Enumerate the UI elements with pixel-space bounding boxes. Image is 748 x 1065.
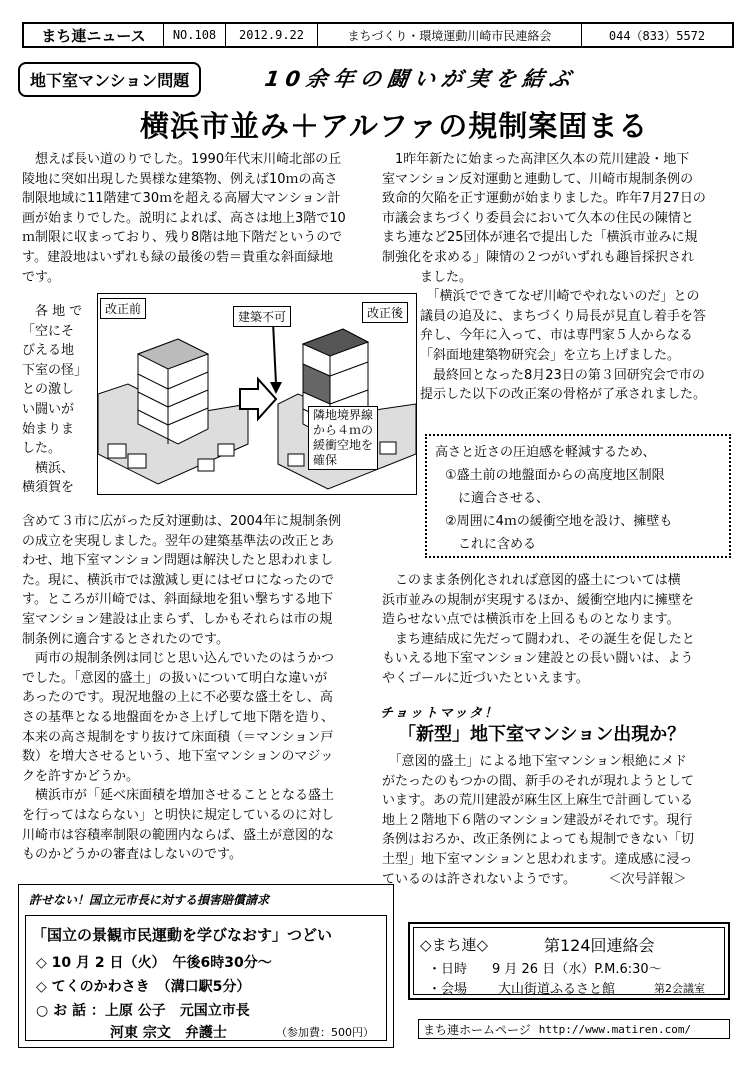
paragraph-line: す。建設地はいずれも緑の最後の砦＝貴重な斜面緑地 bbox=[22, 249, 333, 265]
paragraph-line: 地上２階地下６階のマンション建設がそれです。現行 bbox=[382, 812, 693, 828]
event-speaker-1: ○ お 話 ：上原 公子 元国立市長 bbox=[36, 1003, 250, 1019]
after-label: 改正後 bbox=[362, 302, 408, 323]
paragraph-line: 提示した以下の改正案の骨格が了承されました。 bbox=[420, 387, 707, 403]
meeting-title: 第124回連絡会 bbox=[544, 936, 655, 955]
left-article-top bbox=[22, 150, 377, 287]
paragraph-line: います。あの荒川建設が麻生区上麻生で計画している bbox=[382, 793, 693, 809]
meeting-venue-label: ・会場 bbox=[428, 982, 468, 997]
proposal-line: ①盛土前の地盤面からの高度地区制限 bbox=[445, 468, 665, 483]
paragraph-line: 議員の追及に、まちづくり局長が見直し着手を答 bbox=[420, 308, 706, 324]
paragraph-line: がたったのもつかの間、新手のそれが現れようとして bbox=[382, 773, 695, 789]
paragraph-line: 制限地域に11階建て30ｍを超える高層大マンション計 bbox=[22, 191, 341, 207]
meeting-date: 9 月 26 日（水）P.M.6:30～ bbox=[492, 962, 662, 977]
meeting-venue: 大山街道ふるさと館 bbox=[498, 982, 616, 997]
issue-number: NO.108 bbox=[164, 24, 226, 46]
regulation-diagram bbox=[97, 293, 417, 495]
paragraph-line: もいえる地下室マンション建設との長い闘いは、よう bbox=[382, 651, 694, 667]
paragraph-line: 最終回となった8月23日の第３回研究会で市の bbox=[420, 367, 705, 383]
event-kicker: 許せない！国立元市長に対する損害賠償請求 bbox=[29, 893, 270, 907]
proposal-line: ②周囲に4ｍの緩衝空地を設け、擁壁も bbox=[445, 514, 673, 529]
homepage-link[interactable]: http://www.matiren.com/ bbox=[538, 1022, 692, 1036]
event-speaker-2: 河東 宗文 弁護士 bbox=[110, 1025, 227, 1041]
event-announcement bbox=[18, 884, 394, 1048]
paragraph-line: 制条例に適合するとされたのです。 bbox=[22, 631, 229, 647]
paragraph-line: 下室の怪」 bbox=[22, 362, 88, 378]
paragraph-line: 各 地 で bbox=[22, 304, 83, 319]
buffer-label-line: 確保 bbox=[313, 453, 338, 467]
paragraph-line: 浜市並みの規制が実現するほか、緩衝空地内に擁壁を bbox=[382, 592, 695, 608]
paragraph-line: 「横浜でできてなぜ川崎でやれないのだ」との bbox=[420, 289, 700, 305]
event-date: ◇ 10 月 2 日（火） 午後6時30分～ bbox=[36, 955, 272, 971]
paragraph-line: 横須賀を bbox=[22, 480, 75, 496]
paragraph-line: このまま条例化されれば意図的盛土については横 bbox=[382, 573, 681, 588]
right-article-bottom bbox=[382, 752, 732, 889]
forbidden-label: 建築不可 bbox=[233, 306, 291, 327]
left-article-wrap bbox=[22, 302, 94, 498]
paragraph-line: の成立を実現しました。翌年の建築基準法の改正とあ bbox=[22, 533, 335, 549]
main-headline: 横浜市並み＋アルファの規制案固まる bbox=[140, 109, 649, 143]
right-article-top bbox=[382, 150, 732, 405]
organization-name: まちづくり・環境運動川崎市民連絡会 bbox=[318, 24, 582, 46]
paragraph-line: やくゴールに近づいたといえます。 bbox=[382, 670, 589, 686]
buffer-label-line: から４ｍの bbox=[313, 423, 374, 437]
paragraph-line: 始まりま bbox=[22, 421, 75, 437]
paragraph-line: 陵地に突如出現した異様な建築物、例えば10ｍの高さ bbox=[22, 171, 338, 187]
topic-tag: 地下室マンション問題 bbox=[18, 62, 201, 97]
buffer-label-line: 緩衝空地を bbox=[313, 438, 374, 452]
paragraph-line: まち連など25団体が連名で提出した「横浜市並みに規 bbox=[382, 230, 698, 246]
masthead bbox=[22, 22, 734, 48]
paragraph-line: 致命的欠陥を正す運動が始まりました。昨年7月27日の bbox=[382, 191, 706, 207]
paragraph-line: した。 bbox=[22, 441, 62, 457]
paragraph-line: を行ってはならない」と明快に規定しているのに対し bbox=[22, 807, 335, 823]
meeting-head: ◇まち連◇ bbox=[420, 936, 489, 954]
paragraph-line: 川崎市は容積率制限の範囲内ならば、盛土が意図的な bbox=[22, 827, 335, 843]
paragraph-line: 1昨年新たに始まった高津区久本の荒川建設・地下 bbox=[382, 152, 690, 167]
paragraph-line: 弁し、今年に入って、市は専門家５人からなる bbox=[420, 328, 693, 344]
paragraph-line: 両市の規制条例は同じと思い込んでいたのはうかつ bbox=[22, 651, 335, 667]
paragraph-line: でした。「意図的盛土」の扱いについて明白な違いが bbox=[22, 670, 328, 686]
paragraph-line: びえる地 bbox=[22, 343, 75, 359]
buffer-label bbox=[308, 406, 378, 470]
paragraph-line: 含めて３市に広がった反対運動は、2004年に規制条例 bbox=[22, 514, 342, 529]
proposal-line: 高さと近さの圧迫感を軽減するため、 bbox=[435, 445, 656, 460]
paragraph-line: 想えば長い道のりでした。1990年代末川崎北部の丘 bbox=[22, 152, 342, 167]
new-type-heading: 「新型」地下室マンション出現か？ bbox=[398, 724, 686, 745]
before-label: 改正前 bbox=[100, 298, 146, 319]
event-title: 「国立の景観市民運動を学びなおす」つどい bbox=[32, 926, 333, 944]
right-article-mid bbox=[382, 571, 732, 689]
wait-a-minute-heading: チョットマッタ！ bbox=[380, 706, 500, 721]
paragraph-line: ました。 bbox=[420, 269, 473, 285]
paragraph-line: 数）を増大させるという、地下室マンションのマジッ bbox=[22, 749, 334, 765]
issue-date: 2012.9.22 bbox=[226, 24, 318, 46]
paragraph-line: 本来の高さ規制をすり抜けて床面積（＝マンション戸 bbox=[22, 729, 334, 745]
paragraph-line: 「斜面地建築物研究会」を立ち上げました。 bbox=[420, 347, 681, 363]
paragraph-line: た。現に、横浜市では激減し更にはゼロになったので bbox=[22, 572, 335, 588]
paragraph-line: まち連結成に先だって闘われ、その誕生を促したと bbox=[382, 631, 695, 647]
paragraph-line: 横浜、 bbox=[22, 460, 75, 476]
paragraph-line: 室マンション反対運動と連動して、川崎市規制条例の bbox=[382, 171, 694, 187]
paragraph-line: 条例はおろか、改正条例によっても規制できない「切 bbox=[382, 832, 695, 848]
paragraph-line: ているのは許されないようです。 ＜次号詳報＞ bbox=[382, 871, 687, 887]
sub-headline: 10余年の闘いが実を結ぶ bbox=[263, 67, 578, 91]
meeting-room: 第2会議室 bbox=[654, 982, 705, 995]
newsletter-title: まち連ニュース bbox=[24, 24, 164, 46]
left-article-bottom bbox=[22, 512, 377, 865]
paragraph-line: 室マンション建設は止まらず、しかもそれらは市の規 bbox=[22, 611, 333, 627]
meeting-notice bbox=[408, 922, 730, 1000]
paragraph-line: ものかどうかの審査はしないのです。 bbox=[22, 847, 242, 863]
event-inner-box bbox=[25, 915, 387, 1041]
paragraph-line: 「空にそ bbox=[22, 323, 75, 339]
paragraph-line: わせ、地下室マンション問題は解決したと思われまし bbox=[22, 553, 334, 569]
paragraph-line: さの基準となる地盤面をかさ上げして地下階を造り、 bbox=[22, 709, 335, 725]
paragraph-line: クを許すかどうか。 bbox=[22, 768, 140, 784]
paragraph-line: 市議会まちづくり委員会において久本の住民の陳情と bbox=[382, 210, 694, 226]
paragraph-line: 土型」地下室マンションと思われます。達成感に浸っ bbox=[382, 851, 693, 867]
proposal-line: に適合させる、 bbox=[445, 491, 550, 506]
paragraph-line: ｍ制限に収まっており、残り8階は地下階だというので bbox=[22, 230, 343, 246]
buffer-label-line: 隣地境界線 bbox=[313, 408, 374, 422]
paragraph-line: 画が始まりでした。説明によれば、高さは地上3階で10 bbox=[22, 210, 346, 226]
proposal-line: これに含める bbox=[445, 537, 537, 552]
paragraph-line: 造らせない点では横浜市を上回るものとなります。 bbox=[382, 612, 680, 628]
paragraph-line: との激し bbox=[22, 382, 75, 398]
paragraph-line: 「意図的盛土」による地下室マンション根絶にメド bbox=[382, 754, 687, 769]
paragraph-line: す。ところが川崎では、斜面緑地を狙い撃ちする地下 bbox=[22, 592, 333, 608]
paragraph-line: あったのです。現況地盤の上に不必要な盛土をし、高 bbox=[22, 690, 333, 706]
meeting-inner-box bbox=[413, 927, 725, 995]
event-fee: （参加費：500円） bbox=[276, 1026, 374, 1039]
event-place: ◇ てくのかわさき （溝口駅5分） bbox=[36, 979, 251, 995]
proposal-box bbox=[425, 434, 731, 558]
paragraph-line: 制強化を求める」陳情の２つがいずれも趣旨採択され bbox=[382, 249, 695, 265]
paragraph-line: です。 bbox=[22, 269, 60, 285]
paragraph-line: 横浜市が「延べ床面積を増加させることとなる盛土 bbox=[22, 788, 335, 804]
homepage-bar bbox=[418, 1019, 730, 1039]
paragraph-line: い闘いが bbox=[22, 401, 75, 417]
meeting-date-label: ・日時 bbox=[428, 962, 468, 977]
phone-number: 044（833）5572 bbox=[608, 28, 706, 43]
homepage-label: まち連ホームページ bbox=[423, 1022, 531, 1037]
